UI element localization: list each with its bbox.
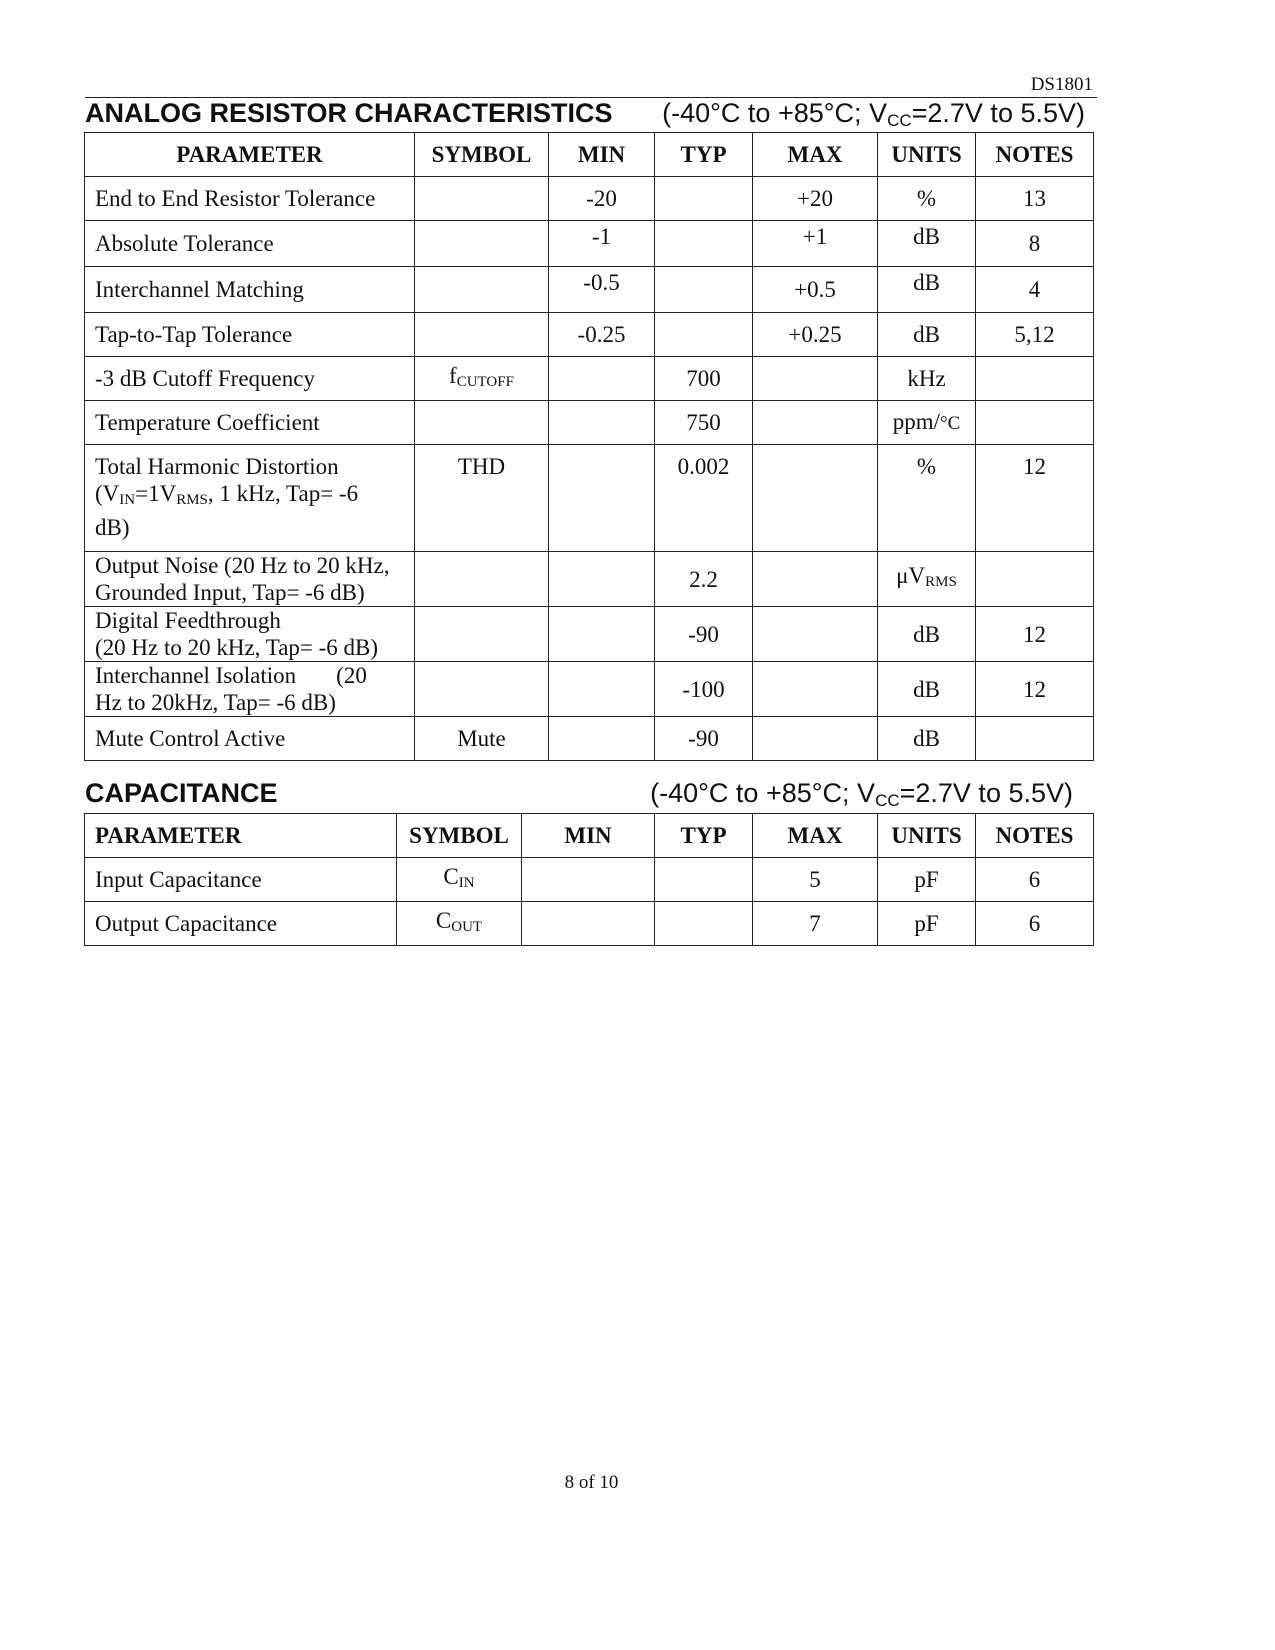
typ-cell [655, 313, 753, 357]
analog-conditions: (-40°C to +85°C; $V_{CC}=2.7V$ to 5.5V) [662, 98, 1085, 130]
notes-cell: 5,12 [976, 313, 1094, 357]
notes-cell: 6 [976, 858, 1094, 902]
min-cell [549, 552, 655, 607]
typ-cell: 750 [655, 401, 753, 445]
notes-cell: 4 [976, 267, 1094, 313]
param-cell: Tap-to-Tap Tolerance [85, 313, 415, 357]
param-cell: -3 dB Cutoff Frequency [85, 357, 415, 401]
units-cell: dB [878, 662, 976, 717]
notes-cell: 6 [976, 902, 1094, 946]
symbol-cell [415, 177, 549, 221]
table-row [85, 607, 1094, 662]
column-header: PARAMETER [85, 133, 415, 177]
notes-cell [976, 357, 1094, 401]
param-cell: Interchannel Matching [85, 267, 415, 313]
max-cell: +1 [753, 221, 878, 267]
column-header: UNITS [878, 133, 976, 177]
max-cell [753, 401, 878, 445]
column-header: MAX [753, 814, 878, 858]
symbol-cell [415, 552, 549, 607]
min-cell [549, 445, 655, 552]
units-cell: dB [878, 717, 976, 761]
table-row [85, 357, 1094, 401]
param-cell: Temperature Coefficient [85, 401, 415, 445]
column-header: UNITS [878, 814, 976, 858]
table-row [85, 221, 1094, 267]
units-cell: pF [878, 902, 976, 946]
param-cell: End to End Resistor Tolerance [85, 177, 415, 221]
analog-section-title: ANALOG RESISTOR CHARACTERISTICS [85, 98, 613, 128]
symbol-cell [415, 267, 549, 313]
notes-cell: 12 [976, 607, 1094, 662]
table-row [85, 662, 1094, 717]
document-id: DS1801 [1030, 74, 1093, 95]
table-row [85, 445, 1094, 552]
column-header: SYMBOL [415, 133, 549, 177]
column-header: MAX [753, 133, 878, 177]
capacitance-table [84, 813, 1094, 946]
units-cell: kHz [878, 357, 976, 401]
param-cell: Digital Feedthrough (20 Hz to 20 kHz, Tap= -6 dB) [85, 607, 415, 662]
notes-cell [976, 401, 1094, 445]
notes-cell [976, 552, 1094, 607]
analog-section-heading [85, 98, 1085, 132]
min-cell [549, 607, 655, 662]
symbol-cell [415, 607, 549, 662]
table-row [85, 267, 1094, 313]
units-cell: pF [878, 858, 976, 902]
typ-cell [655, 221, 753, 267]
min-cell [549, 357, 655, 401]
param-cell: Absolute Tolerance [85, 221, 415, 267]
min-cell [549, 717, 655, 761]
column-header: NOTES [976, 814, 1094, 858]
notes-cell [976, 717, 1094, 761]
table-row [85, 717, 1094, 761]
capacitance-conditions: (-40°C to +85°C; $V_{CC}=2.7V$ to 5.5V) [650, 778, 1073, 810]
table-header-row [85, 814, 1094, 858]
column-header: SYMBOL [397, 814, 522, 858]
units-cell: % [878, 445, 976, 552]
max-cell: +20 [753, 177, 878, 221]
units-cell: dB [878, 267, 976, 313]
notes-cell: 12 [976, 445, 1094, 552]
table-row [85, 313, 1094, 357]
typ-cell: 2.2 [655, 552, 753, 607]
column-header: PARAMETER [85, 814, 397, 858]
max-cell: +0.5 [753, 267, 878, 313]
units-cell: dB [878, 607, 976, 662]
symbol-cell: $C_{OUT}$ [397, 902, 522, 946]
param-cell: Interchannel Isolation (20 Hz to 20kHz, Tap= -6 dB) [85, 662, 415, 717]
symbol-cell [415, 221, 549, 267]
table-row [85, 401, 1094, 445]
max-cell [753, 445, 878, 552]
notes-cell: 13 [976, 177, 1094, 221]
analog-characteristics-table [84, 132, 1094, 761]
typ-cell: -90 [655, 717, 753, 761]
max-cell: 7 [753, 902, 878, 946]
units-cell: dB [878, 221, 976, 267]
capacitance-section-heading [85, 778, 1085, 812]
notes-cell: 8 [976, 221, 1094, 267]
typ-cell: 700 [655, 357, 753, 401]
table-header-row [85, 133, 1094, 177]
column-header: TYP [655, 133, 753, 177]
min-cell [522, 858, 655, 902]
max-cell [753, 607, 878, 662]
max-cell [753, 552, 878, 607]
column-header: TYP [655, 814, 753, 858]
typ-cell [655, 902, 753, 946]
max-cell [753, 662, 878, 717]
symbol-cell: Mute [415, 717, 549, 761]
table-row [85, 902, 1094, 946]
typ-cell [655, 267, 753, 313]
units-cell: ppm/°C [878, 401, 976, 445]
min-cell: -0.25 [549, 313, 655, 357]
max-cell: 5 [753, 858, 878, 902]
typ-cell [655, 177, 753, 221]
symbol-cell: THD [415, 445, 549, 552]
param-cell: Output Noise (20 Hz to 20 kHz, Grounded Input, Tap= -6 dB) [85, 552, 415, 607]
column-header: MIN [549, 133, 655, 177]
typ-cell: -90 [655, 607, 753, 662]
symbol-cell [415, 401, 549, 445]
symbol-cell: $C_{IN}$ [397, 858, 522, 902]
max-cell [753, 357, 878, 401]
min-cell: -20 [549, 177, 655, 221]
typ-cell [655, 858, 753, 902]
typ-cell: 0.002 [655, 445, 753, 552]
symbol-cell [415, 662, 549, 717]
column-header: MIN [522, 814, 655, 858]
min-cell [522, 902, 655, 946]
max-cell [753, 717, 878, 761]
param-cell: Output Capacitance [85, 902, 397, 946]
units-cell: dB [878, 313, 976, 357]
min-cell [549, 401, 655, 445]
table-row [85, 858, 1094, 902]
table-row [85, 177, 1094, 221]
typ-cell: -100 [655, 662, 753, 717]
param-cell: Total Harmonic Distortion ($V_{IN}=1V_{RMS}$, 1 kHz, Tap= -6 dB) [85, 445, 415, 552]
units-cell: $\mu V_{RMS}$ [878, 552, 976, 607]
units-cell: % [878, 177, 976, 221]
column-header: NOTES [976, 133, 1094, 177]
min-cell: -0.5 [549, 267, 655, 313]
symbol-cell [415, 313, 549, 357]
max-cell: +0.25 [753, 313, 878, 357]
param-cell: Mute Control Active [85, 717, 415, 761]
symbol-cell: $f_{CUTOFF}$ [415, 357, 549, 401]
param-cell: Input Capacitance [85, 858, 397, 902]
min-cell [549, 662, 655, 717]
min-cell: -1 [549, 221, 655, 267]
notes-cell: 12 [976, 662, 1094, 717]
table-row [85, 552, 1094, 607]
capacitance-section-title: CAPACITANCE [85, 778, 278, 808]
page-number: 8 of 10 [564, 1472, 619, 1493]
